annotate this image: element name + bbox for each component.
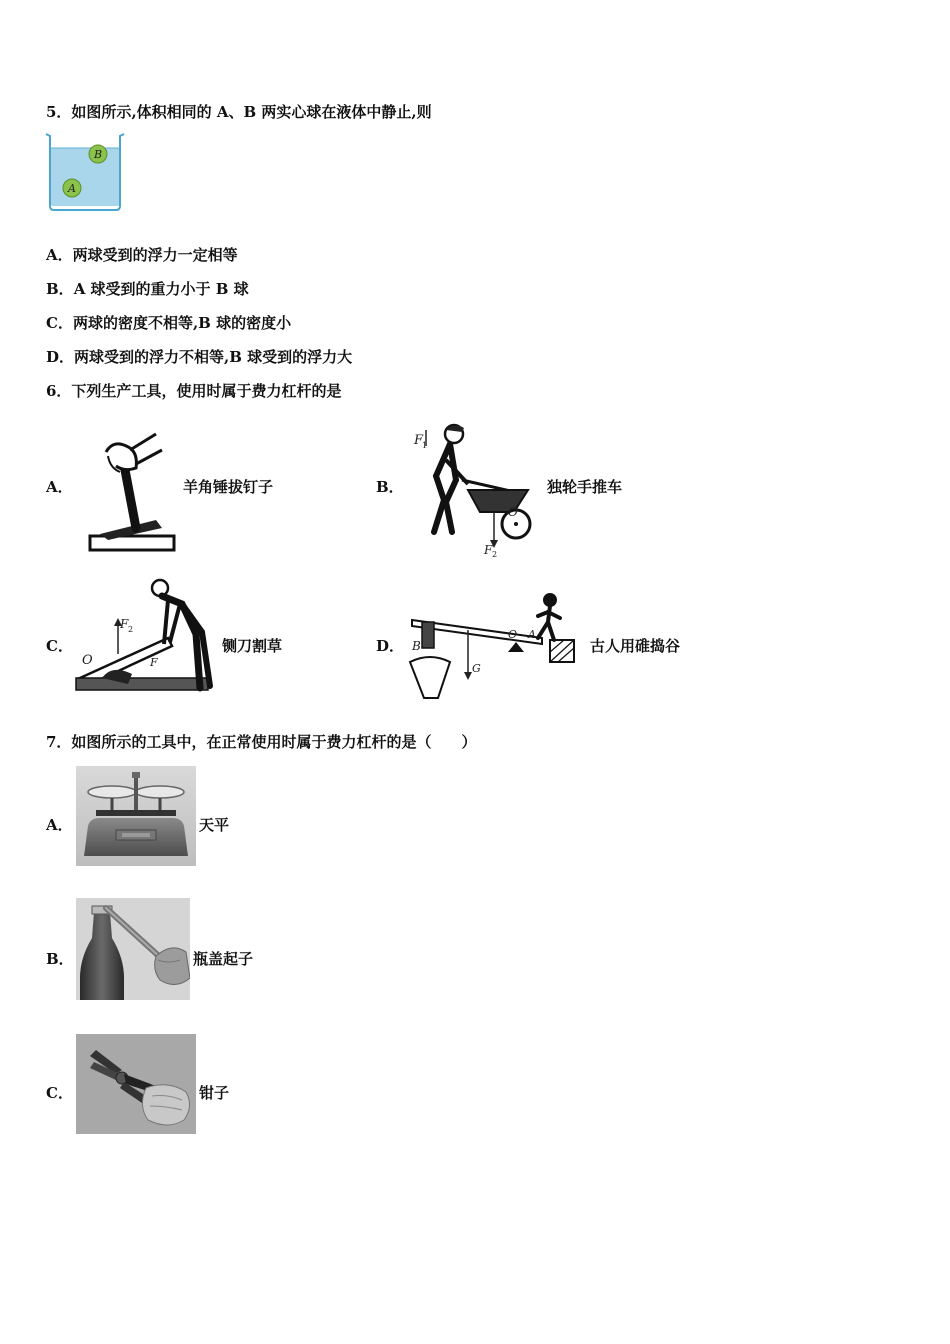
svg-text:2: 2 bbox=[128, 625, 134, 634]
q6-option-c-text: 铡刀割草 bbox=[222, 637, 283, 655]
ball-b-label: B bbox=[93, 148, 103, 161]
q6-option-a-text: 羊角锤拔钉子 bbox=[183, 478, 274, 496]
q5-option-a[interactable] bbox=[46, 245, 238, 265]
beaker-figure bbox=[44, 130, 126, 212]
q6-option-d-key[interactable]: D． bbox=[376, 637, 405, 655]
option-text: A 球受到的重力小于 B 球 bbox=[73, 280, 249, 298]
svg-text:A: A bbox=[528, 628, 536, 641]
ball-b bbox=[89, 145, 107, 163]
q6-option-d-text: 古人用碓捣谷 bbox=[590, 637, 681, 655]
option-text: 两球受到的浮力不相等,B 球受到的浮力大 bbox=[74, 348, 353, 366]
ball-a-label: A bbox=[68, 182, 76, 195]
bottle-opener-photo bbox=[76, 898, 190, 1000]
svg-text:F: F bbox=[150, 656, 158, 669]
svg-text:F: F bbox=[484, 543, 493, 557]
q7-option-b-key[interactable]: B． bbox=[46, 950, 74, 968]
option-key: D． bbox=[46, 348, 75, 366]
svg-text:2: 2 bbox=[492, 550, 498, 558]
q5-option-d[interactable] bbox=[46, 347, 352, 367]
liquid bbox=[50, 148, 120, 206]
ball-a bbox=[63, 179, 81, 197]
svg-text:O: O bbox=[508, 505, 518, 519]
q5-option-b[interactable] bbox=[46, 279, 249, 299]
q5-option-c[interactable] bbox=[46, 313, 291, 333]
option-key: A． bbox=[46, 246, 73, 264]
pestle-lever-icon bbox=[402, 586, 582, 704]
svg-text:F: F bbox=[120, 617, 129, 631]
pliers-photo bbox=[76, 1034, 196, 1134]
balance-scale-photo bbox=[76, 766, 196, 866]
q6-option-b-text: 独轮手推车 bbox=[547, 478, 623, 496]
svg-text:G: G bbox=[472, 662, 481, 675]
svg-text:O: O bbox=[82, 653, 93, 668]
option-key: C． bbox=[46, 314, 73, 332]
option-text: 两球的密度不相等,B 球的密度小 bbox=[72, 314, 292, 332]
svg-text:1: 1 bbox=[422, 441, 428, 450]
wheelbarrow-icon bbox=[406, 420, 542, 558]
q7-option-a-text: 天平 bbox=[199, 816, 230, 834]
option-key: B． bbox=[46, 280, 74, 298]
q6-stem: 6．下列生产工具，使用时属于费力杠杆的是 bbox=[46, 382, 342, 400]
svg-text:F: F bbox=[414, 433, 424, 448]
q5-stem: 5．如图所示,体积相同的 A、B 两实心球在液体中静止,则 bbox=[46, 103, 432, 121]
q7-option-c-key[interactable]: C． bbox=[46, 1084, 73, 1102]
svg-text:B: B bbox=[412, 639, 421, 653]
q6-option-a-key[interactable]: A． bbox=[46, 478, 73, 496]
q6-option-b-key[interactable]: B． bbox=[376, 478, 404, 496]
claw-hammer-icon bbox=[86, 428, 178, 554]
q7-option-a-key[interactable]: A． bbox=[46, 816, 73, 834]
guillotine-cutter-icon bbox=[72, 574, 218, 700]
q7-stem: 7．如图所示的工具中，在正常使用时属于费力杠杆的是（ ） bbox=[46, 733, 477, 751]
q6-option-c-key[interactable]: C． bbox=[46, 637, 73, 655]
svg-text:O: O bbox=[508, 628, 518, 641]
option-text: 两球受到的浮力一定相等 bbox=[72, 246, 238, 264]
q7-option-b-text: 瓶盖起子 bbox=[193, 950, 254, 968]
q7-option-c-text: 钳子 bbox=[199, 1084, 230, 1102]
